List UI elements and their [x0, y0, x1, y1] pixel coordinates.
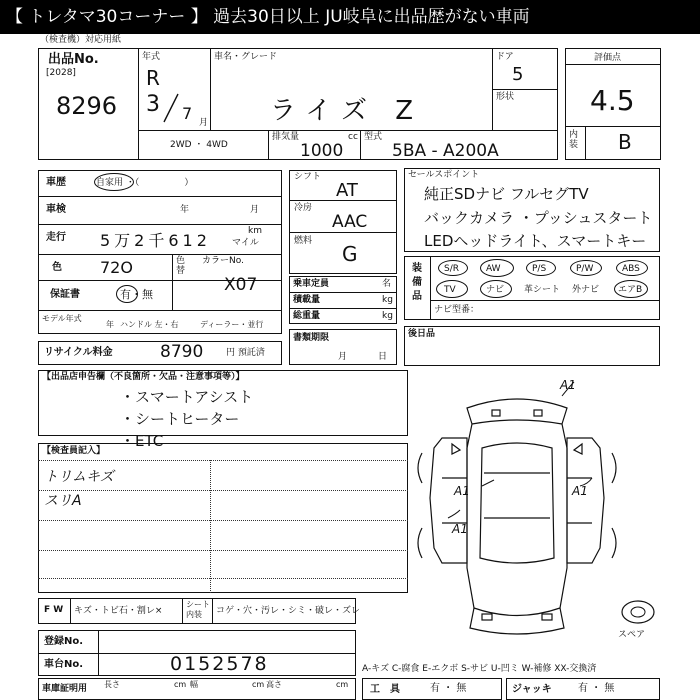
interior-label: 内装 — [569, 130, 579, 150]
certificate-unit-1: cm — [174, 680, 187, 689]
page-title: 【 トレタマ30コーナー 】 過去30日以上 JU岐阜に出品歴がない車両 — [0, 0, 700, 34]
doors-label: ドア — [496, 52, 514, 62]
warranty-value: 有・無 — [120, 288, 153, 301]
model-year-label: モデル年式 — [42, 314, 82, 323]
sales-point-3: LEDヘッドライト、スマートキー — [424, 232, 647, 250]
equip-navi-oval — [480, 280, 512, 298]
fuel-label: 燃料 — [294, 236, 313, 246]
year-month-unit: 月 — [199, 118, 209, 128]
equip-tv: TV — [444, 285, 456, 295]
type-label: 型式 — [364, 132, 383, 142]
damage-mark-3: A1 — [572, 484, 588, 498]
registration-label: 登録No. — [44, 636, 84, 647]
inspection-month-unit: 月 — [250, 205, 260, 215]
history-label: 車歴 — [46, 177, 66, 188]
mileage-label: 走行 — [46, 232, 66, 243]
inspector-line-1: トリムキズ — [44, 469, 114, 485]
displacement-unit: cc — [348, 132, 358, 142]
certificate-width: 幅 — [190, 680, 198, 689]
doc-deadline-month: 月 — [338, 352, 348, 362]
equip-abs: ABS — [622, 264, 640, 274]
chassis-value: 0152578 — [170, 653, 269, 675]
doors-value: 5 — [512, 64, 524, 85]
warranty-label: 保証書 — [50, 289, 80, 300]
sales-points-label: セールスポイント — [408, 170, 480, 180]
lot-label: 出品No. — [48, 52, 99, 67]
chassis-label: 車台No. — [44, 659, 84, 670]
equip-sr-oval — [438, 260, 468, 276]
recycle-value: 8790 — [160, 342, 204, 362]
interior-value: B — [618, 130, 632, 154]
damage-mark-4: A1 — [452, 522, 468, 536]
doc-deadline-day: 日 — [378, 352, 388, 362]
color-code-label: カラーNo. — [202, 256, 244, 266]
color-code-value: X07 — [224, 275, 258, 295]
load-unit: kg — [382, 295, 393, 305]
type-value: 5BA - A200A — [392, 141, 499, 161]
fuel-value: G — [342, 242, 358, 266]
certificate-unit-2: cm — [252, 680, 265, 689]
color-label: 色 — [52, 262, 62, 273]
mileage-unit-km: km — [248, 226, 262, 236]
seat-value: コゲ・穴・汚レ・シミ・破レ・ズレ — [216, 606, 361, 616]
declaration-line-2: ・シートヒーター — [120, 410, 240, 428]
shape-label: 形状 — [496, 92, 515, 102]
equip-aw: AW — [486, 264, 501, 274]
fw-value: キズ・トビ石・割レ× — [74, 606, 163, 616]
sales-point-1: 純正SDナビ フルセグTV — [424, 185, 589, 203]
postscript-frame — [404, 326, 660, 366]
drive-label: 2WD ・ 4WD — [170, 140, 228, 150]
gross-weight-label: 総重量 — [293, 311, 321, 321]
mileage-unit-mile: マイル — [232, 238, 259, 248]
handle-label: ハンドル 左・右 — [120, 320, 179, 329]
damage-mark-1: A1 — [560, 378, 576, 392]
form-subtitle: （検査機）対応用紙 — [40, 35, 122, 45]
year-month: 7 — [182, 104, 193, 123]
jack-value: 有 ・ 無 — [578, 683, 615, 694]
warranty-circle — [116, 285, 138, 303]
equip-leather: 革シート — [524, 285, 561, 295]
capacity-label: 乗車定員 — [293, 279, 330, 289]
history-circle — [94, 173, 134, 191]
year-slash — [160, 92, 182, 124]
inspection-year-unit: 年 — [180, 205, 190, 215]
equip-pw: P/W — [576, 264, 594, 274]
car-damage-diagram — [412, 378, 622, 640]
seat-label: シート内装 — [186, 600, 210, 619]
score-label: 評価点 — [594, 53, 622, 63]
capacity-unit: 名 — [382, 279, 392, 289]
equip-pw-oval — [570, 260, 602, 276]
postscript-label: 後日品 — [408, 329, 436, 339]
equip-ps-oval — [526, 260, 556, 276]
certificate-unit-3: cm — [336, 680, 349, 689]
displacement-label: 排気量 — [272, 132, 300, 142]
model-year-unit: 年 — [106, 320, 114, 329]
equip-ext-navi: 外ナビ — [572, 285, 600, 295]
declaration-label: 【出品店申告欄（不良箇所・欠品・注意事項等）】 — [42, 372, 245, 382]
declaration-line-3: ・ETC — [120, 432, 164, 450]
inspector-label: 【検査員記入】 — [42, 446, 106, 456]
tools-label: 工 具 — [370, 684, 400, 695]
damage-legend: A-キズ C-腐食 E-エクボ S-サビ U-凹ミ W-補修 XX-交換済 — [362, 664, 597, 674]
declaration-line-1: ・スマートアシスト — [120, 388, 254, 406]
recycle-unit: 円 預託済 — [226, 348, 265, 358]
spare-label: スペア — [618, 630, 646, 640]
inspector-line-2: スリA — [44, 493, 82, 509]
nav-model-label: ナビ型番： — [434, 305, 480, 315]
load-label: 積載量 — [293, 295, 321, 305]
doc-deadline-label: 書類期限 — [293, 333, 330, 343]
dealer-label: ディーラー・並行 — [200, 320, 264, 329]
equip-tv-oval — [436, 280, 468, 298]
equip-sr: S/R — [444, 264, 459, 274]
color-value: 72O — [100, 258, 133, 277]
inspection-label: 車検 — [46, 204, 66, 215]
year-era: R — [146, 66, 160, 90]
jack-label: ジャッキ — [512, 684, 552, 695]
tools-value: 有 ・ 無 — [430, 683, 467, 694]
year-value: 3 — [146, 92, 160, 117]
fw-label: F W — [44, 605, 64, 615]
equipment-label: 装備品 — [412, 263, 422, 302]
model-label: 車名・グレード — [214, 52, 278, 62]
lot-stamp: [2028] — [46, 68, 76, 78]
aircon-label: 冷房 — [294, 203, 313, 213]
damage-mark-2: A1 — [454, 484, 470, 498]
equip-navi: ナビ — [486, 285, 505, 295]
displacement-value: 1000 — [300, 141, 344, 161]
certificate-label: 車庫証明用 — [42, 684, 88, 694]
equip-airbag-oval — [614, 280, 648, 298]
recycle-label: リサイクル料金 — [44, 347, 113, 358]
color-change-label: 色替 — [176, 256, 186, 276]
certificate-length: 長さ — [104, 680, 120, 689]
equip-airbag: エアB — [618, 285, 643, 295]
certificate-height: 高さ — [266, 680, 282, 689]
equip-ps: P/S — [532, 264, 547, 274]
model-name: ライズ Z — [270, 96, 424, 126]
mileage-value: 5万2千612 — [100, 231, 211, 250]
shift-value: AT — [336, 180, 358, 201]
year-label: 年式 — [142, 52, 161, 62]
history-value: 自家用 ・（ ） — [96, 178, 194, 188]
shift-label: シフト — [294, 172, 322, 182]
equip-abs-oval — [616, 260, 648, 276]
lot-number: 8296 — [56, 92, 118, 120]
spare-tire-icon — [618, 598, 658, 628]
score-value: 4.5 — [590, 84, 635, 117]
gross-weight-unit: kg — [382, 311, 393, 321]
aircon-value: AAC — [332, 212, 368, 232]
equip-aw-oval — [480, 259, 514, 277]
sales-point-2: バックカメラ ・プッシュスタート — [424, 209, 653, 227]
